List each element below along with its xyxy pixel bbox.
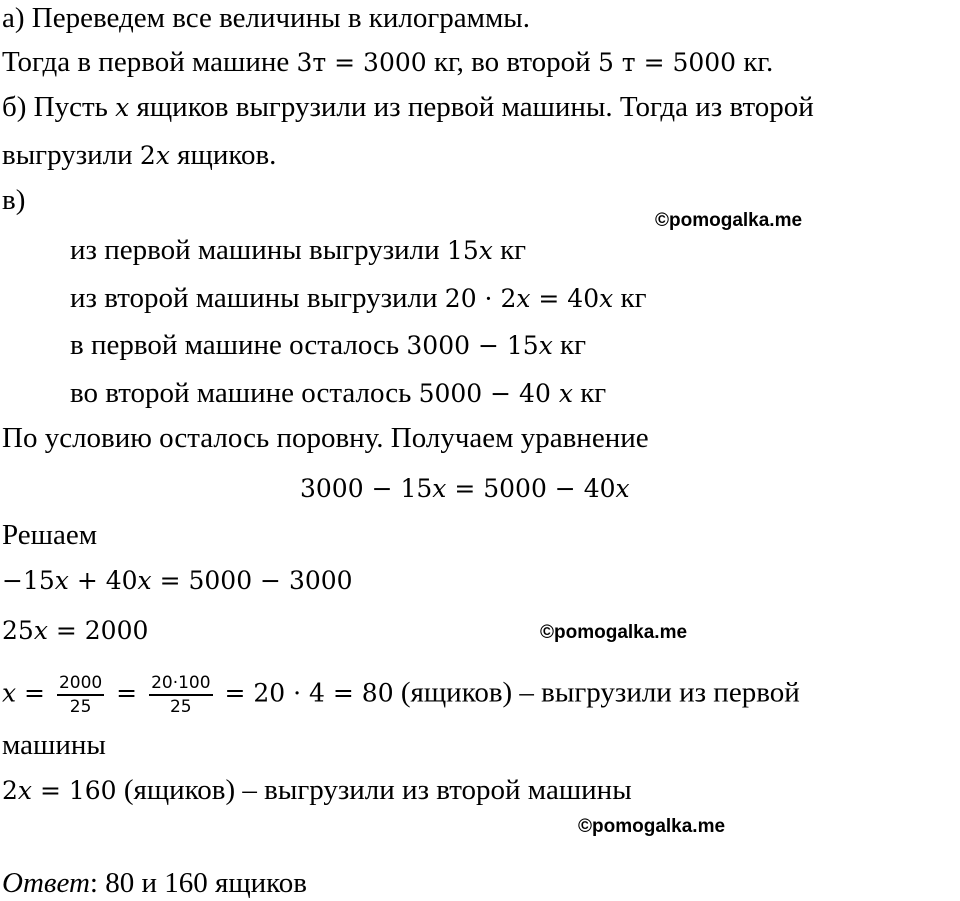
text: кг [613,282,647,314]
text: в) [2,184,26,216]
math: = 160 [32,776,117,805]
watermark: ©pomogalka.me [540,622,688,643]
var-x: x [17,776,33,805]
var-x: x [615,474,630,503]
var-x: x [516,284,531,313]
machines-word [2,727,106,763]
text: машины [2,729,106,761]
math: 20 · 2 [444,284,517,313]
var-x: x [155,141,170,170]
var-x: x [478,236,493,265]
math: 5000 − 40 [418,379,559,408]
watermark: ©pomogalka.me [578,816,726,837]
var-x: x [115,93,130,122]
math: 2 [139,141,156,170]
equation [300,470,630,507]
math: = 2000 [47,616,149,645]
text: из второй машины выгрузили [70,282,445,314]
text: (ящиков) – выгрузили из второй машины [116,774,632,806]
text: : 80 и 160 ящиков [89,867,307,899]
equals: = [108,678,146,708]
text: кг [492,234,527,266]
math: 3000 − 15 [406,331,539,360]
answer [2,865,307,901]
fraction-line [2,672,800,718]
text: По условию осталось поровну. Получаем уравнение [2,422,649,454]
text: Решаем [2,519,98,551]
solve [2,517,97,553]
step-2 [2,612,148,649]
denominator: 25 [169,697,192,717]
fraction-2 [149,672,212,718]
math: + 40 [68,566,138,595]
math: 25 [2,616,34,645]
answer-label: Ответ [2,867,90,899]
text: а) Переведем все величины в килограммы. [2,2,531,34]
text: кг [572,377,607,409]
var-x: x [432,474,447,503]
math: = 5000 − 40 [446,474,616,503]
var-x: x [33,616,48,645]
math: = 40 [530,284,600,313]
second-left [70,375,606,412]
var-x: x [558,379,573,408]
text: Тогда в первой машине [2,46,297,78]
first-unloaded [70,232,526,269]
text: из первой машины выгрузили [70,234,447,266]
var-x: x [599,284,614,313]
b-line [2,89,814,126]
text: б) Пусть [2,91,116,123]
a-line [2,0,530,36]
tons-line [2,44,773,81]
first-left [70,327,586,364]
var-x: x [538,331,553,360]
second-result [2,772,632,809]
text: в первой машине осталось [70,329,407,361]
var-x: x [54,566,69,595]
result-math: = 20 · 4 = 80 [216,678,394,708]
b-line-2 [2,137,276,174]
text: ящиков выгрузили из первой машины. Тогда из второй [129,91,814,123]
math: = 5000 − 3000 [151,566,353,595]
result-text: (ящиков) – выгрузили из первой [393,676,800,709]
second-unloaded [70,280,646,317]
equals: = [16,678,53,708]
text: кг [552,329,587,361]
math: −15 [2,566,55,595]
math: 3т = 3000 [296,48,427,77]
numerator: 20·100 [149,672,212,696]
text: ящиков. [169,139,277,171]
math: 2 [2,776,18,805]
text: во второй машине осталось [70,377,419,409]
fraction-1 [57,672,104,718]
var-x: x [2,678,17,708]
var-x: x [137,566,152,595]
numerator: 2000 [57,672,104,696]
denominator: 25 [69,697,92,717]
text: кг. [736,46,774,78]
math: 5 т = 5000 [597,48,737,77]
text: выгрузили [2,139,140,171]
condition [2,420,649,456]
text: кг, во второй [426,46,598,78]
math: 15 [446,236,479,265]
v-line [2,182,25,218]
watermark: ©pomogalka.me [655,210,803,231]
math: 3000 − 15 [300,474,433,503]
step-1 [2,562,353,599]
